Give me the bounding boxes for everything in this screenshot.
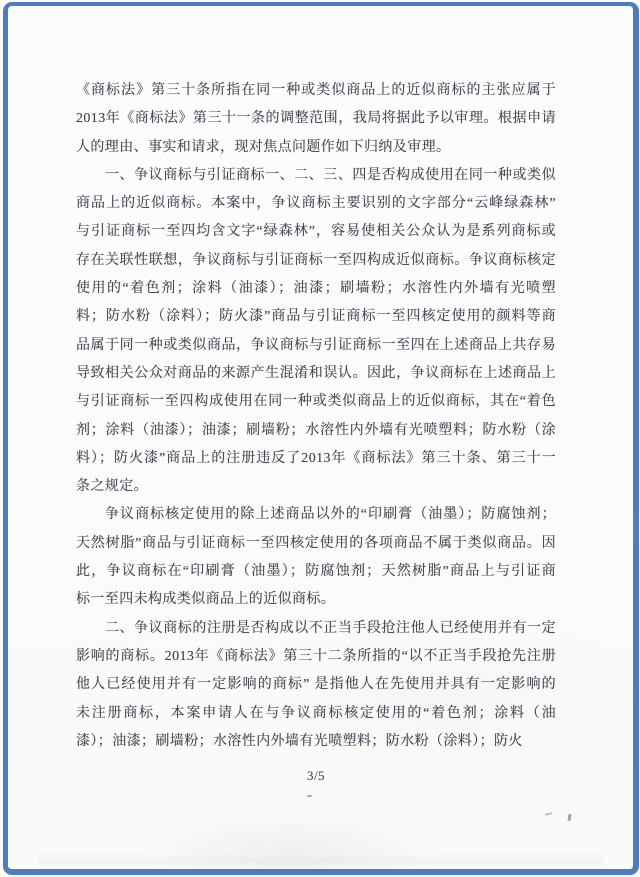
scan-shadow — [38, 854, 603, 868]
paper-surface — [8, 6, 633, 869]
document-line: 影响的商标。2013年《商标法》第三十二条所指的“以不正当手段抢先注册 — [76, 648, 556, 664]
page-number: 3/5 — [306, 768, 326, 783]
document-line: 品属于同一种或类似商品，争议商标与引证商标一至四在上述商品上共存易 — [76, 337, 556, 353]
document-line: 剂；涂料（油漆）；油漆；刷墙粉；水溶性内外墙有光喷塑料；防水粉（涂 — [76, 422, 556, 438]
document-line: 2013年《商标法》第三十一条的调整范围，我局将据此予以审理。根据申请 — [76, 111, 556, 127]
document-line: 天然树脂”商品与引证商标一至四核定使用的各项商品不属于类似商品。因 — [76, 535, 556, 551]
document-line: 漆）；油漆；刷墙粉；水溶性内外墙有光喷塑料；防水粉（涂料）；防火 — [76, 733, 523, 749]
document-line: 商品上的近似商标。本案中，争议商标主要识别的文字部分“云峰绿森林” — [76, 196, 556, 212]
document-line: 争议商标核定使用的除上述商品以外的“印刷膏（油墨）；防腐蚀剂； — [105, 507, 556, 523]
document-line: 他人已经使用并有一定影响的商标” 是指他人在先使用并具有一定影响的 — [76, 677, 556, 693]
document-line: 导致相关公众对商品的来源产生混淆和误认。因此，争议商标在上述商品上 — [76, 365, 556, 381]
document-line: 《商标法》第三十条所指在同一种或类似商品上的近似商标的主张应属于 — [76, 83, 556, 98]
document-line: 料）；防火漆”商品上的注册违反了2013年《商标法》第三十条、第三十一 — [76, 450, 556, 466]
document-line: 条之规定。 — [76, 479, 148, 495]
document-line: 一、争议商标与引证商标一、二、三、四是否构成使用在同一种或类似 — [105, 167, 556, 183]
document-lines — [76, 77, 556, 756]
document-line: 此，争议商标在“印刷膏（油墨）；防腐蚀剂；天然树脂”商品上与引证商 — [76, 564, 556, 580]
document-line: 人的理由、事实和请求，现对焦点问题作如下归纳及审理。 — [76, 139, 451, 155]
document-line: 与引证商标一至四构成使用在同一种或类似商品上的近似商标，其在“着色 — [76, 394, 556, 410]
document-line: 与引证商标一至四均含文字“绿森林”，容易使相关公众认为是系列商标或 — [76, 224, 556, 240]
document-line: 使用的“着色剂；涂料（油漆）；油漆；刷墙粉；水溶性内外墙有光喷塑 — [76, 281, 556, 297]
document-line: 料；防水粉（涂料）；防火漆”商品与引证商标一至四核定使用的颜料等商 — [76, 309, 556, 325]
page-border-frame — [3, 2, 639, 875]
scan-speck — [307, 795, 312, 798]
scan-speck — [545, 812, 552, 815]
document-line: 二、争议商标的注册是否构成以不正当手段抢注他人已经使用并有一定 — [105, 620, 556, 636]
document-line: 存在关联性联想，争议商标与引证商标一至四构成近似商标。争议商标核定 — [76, 252, 556, 268]
document-line: 标一至四未构成类似商品上的近似商标。 — [76, 592, 336, 608]
document-line: 未注册商标，本案申请人在与争议商标核定使用的“着色剂；涂料（油 — [76, 705, 556, 721]
scan-speck — [567, 814, 571, 821]
